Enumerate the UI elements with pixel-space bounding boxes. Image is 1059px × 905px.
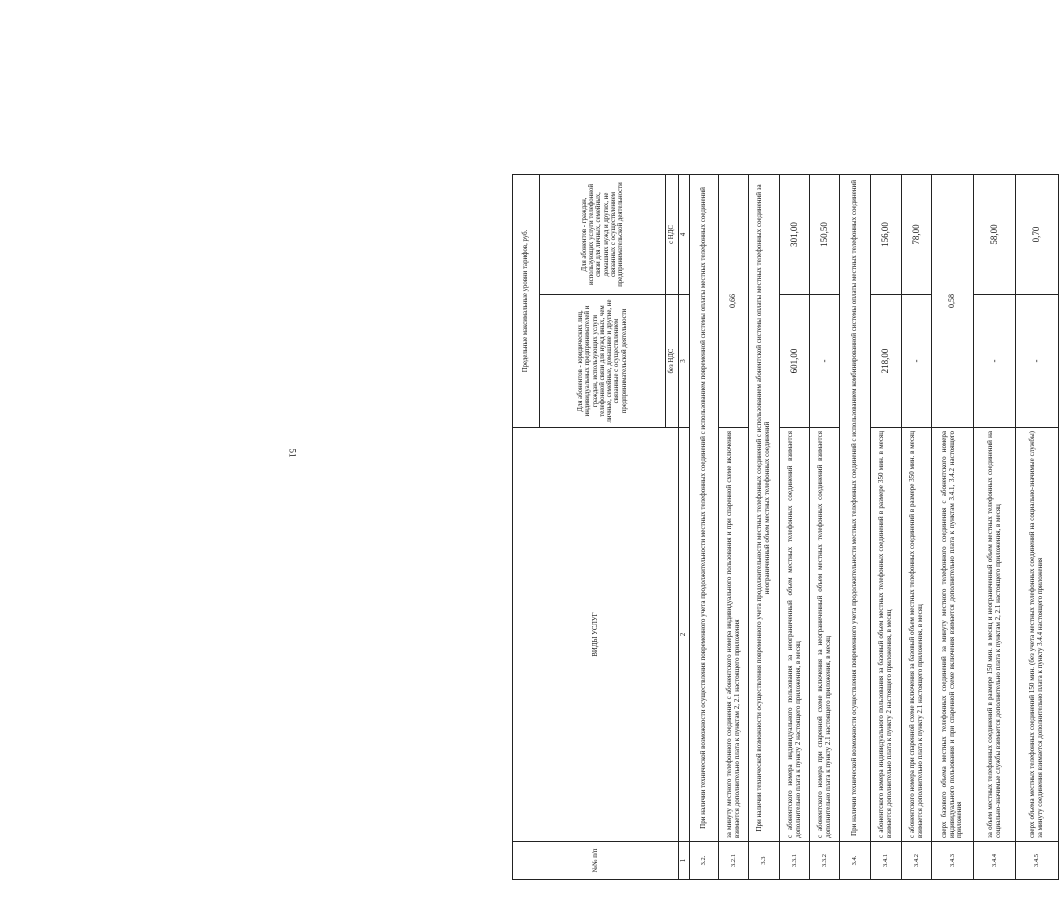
section-heading: При наличии технической возможности осуществления повременного учета продолжительности местных телефонных соединений с использованием абонентской системы оплаты местных телефонных соединений за неограниченный объем местных телефонных соединений: [749, 175, 780, 842]
column-number: 1: [679, 842, 690, 880]
header-legal-entities: Для абонентов - юридических лиц, индивидуальных предпринимателей и граждан, использующих услуги телефонной связи для нужд иных, чем личные, семейные, домашние и другие, не связанные с осуществлением предпринимательской деятельности: [540, 295, 666, 428]
header-citizens: Для абонентов - граждан, использующих услуги телефонной связи для личных, семейных, домашних нужд и других, не связанных с осуществлением предпринимательской деятельности: [540, 175, 666, 295]
tariff-value-legal: 218,00: [871, 295, 902, 428]
page-number: 51: [287, 448, 298, 458]
header-with-vat: с НДС: [666, 175, 679, 295]
service-description: сверх базового объема местных телефонных соединений за минуту местного телефонного соединения с абонентского номера индивидуального пользования и при спаренной схеме включения взимается дополнительно плата к пунктам 3.4.1, 3.4.2 настоящего приложения: [932, 428, 974, 842]
row-number: 3.4.2: [902, 842, 932, 880]
row-number: 3.4.3: [932, 842, 974, 880]
service-description: с абонентского номера индивидуального пользования за неограниченный объем местных телефонных соединений взимается дополнительно плата к пункту 2 настоящего приложения, в месяц: [780, 428, 810, 842]
tariff-value-citizens: 156,00: [871, 175, 902, 295]
tariff-value-citizens: 78,00: [902, 175, 932, 295]
header-services: ВИДЫ УСЛУГ: [513, 428, 679, 842]
section-heading: При наличии технической возможности осуществления повременного учета продолжительности местных телефонных соединений с использованием комбинированной системы оплаты местных телефонных соединений: [840, 175, 871, 842]
service-description: сверх объема местных телефонных соединений 150 мин. (без учета местных телефонных соединений на социально-значимые службы) за минуту соединения взимается дополнительно плата к пункту 3.4.4 настоящего приложения: [1016, 428, 1059, 842]
column-number: 4: [679, 175, 690, 295]
row-number: 3.3.2: [810, 842, 840, 880]
tariff-value-citizens: 58,00: [974, 175, 1016, 295]
row-number: 3.3.1: [780, 842, 810, 880]
section-heading: При наличии технической возможности осуществления повременного учета продолжительности местных телефонных соединений с использованием повременной системы оплаты местных телефонных соединений: [690, 175, 719, 842]
tariff-value-legal: -: [1016, 295, 1059, 428]
column-number: 3: [679, 295, 690, 428]
header-num: №№ п/п: [513, 842, 679, 880]
row-number: 3.2.1: [719, 842, 749, 880]
tariff-value-legal: 601,00: [780, 295, 810, 428]
service-description: с абонентского номера при спаренной схеме включения за базовый объем местных телефонных соединений в размере 350 мин. в месяц взимается дополнительно плата к пункту 2.1 настоящего приложения, в месяц: [902, 428, 932, 842]
row-number: 3.2.: [690, 842, 719, 880]
tariff-value-legal: -: [902, 295, 932, 428]
tariff-value: 0,66: [719, 175, 749, 428]
tariff-value-citizens: 150,50: [810, 175, 840, 295]
tariff-value: 0,58: [932, 175, 974, 428]
tariff-value-legal: -: [810, 295, 840, 428]
row-number: 3.3: [749, 842, 780, 880]
row-number: 3.4.1: [871, 842, 902, 880]
header-tariffs-group: Предельные максимальные уровни тарифов, руб.: [513, 175, 540, 428]
tariff-table-rotated: [512, 175, 1044, 880]
tariff-value-citizens: 301,00: [780, 175, 810, 295]
tariff-table: [512, 174, 1059, 880]
service-description: за минуту местного телефонного соединения с абонентского номера индивидуального пользования и при спаренной схеме включения взимается дополнительно плата к пунктам 2, 2.1 настоящего приложения: [719, 428, 749, 842]
service-description: с абонентского номера при спаренной схеме включения за неограниченный объем местных телефонных соединений взимается дополнительно плата к пункту 2.1 настоящего приложения, в месяц: [810, 428, 840, 842]
service-description: за объем местных телефонных соединений в размере 150 мин. в месяц и неограниченный объем местных телефонных соединений на социально-значимые службы взимается дополнительно плата к пунктам 2, 2.1 настоящего приложения, в месяц: [974, 428, 1016, 842]
row-number: 3.4.5: [1016, 842, 1059, 880]
row-number: 3.4.4: [974, 842, 1016, 880]
service-description: с абонентского номера индивидуального пользования за базовый объем местных телефонных соединений в размере 350 мин. в месяц взимается дополнительно плата к пункту 2 настоящего приложения, в месяц: [871, 428, 902, 842]
column-number: 2: [679, 428, 690, 842]
tariff-value-citizens: 0,70: [1016, 175, 1059, 295]
row-number: 3.4.: [840, 842, 871, 880]
tariff-value-legal: -: [974, 295, 1016, 428]
header-no-vat: без НДС: [666, 295, 679, 428]
